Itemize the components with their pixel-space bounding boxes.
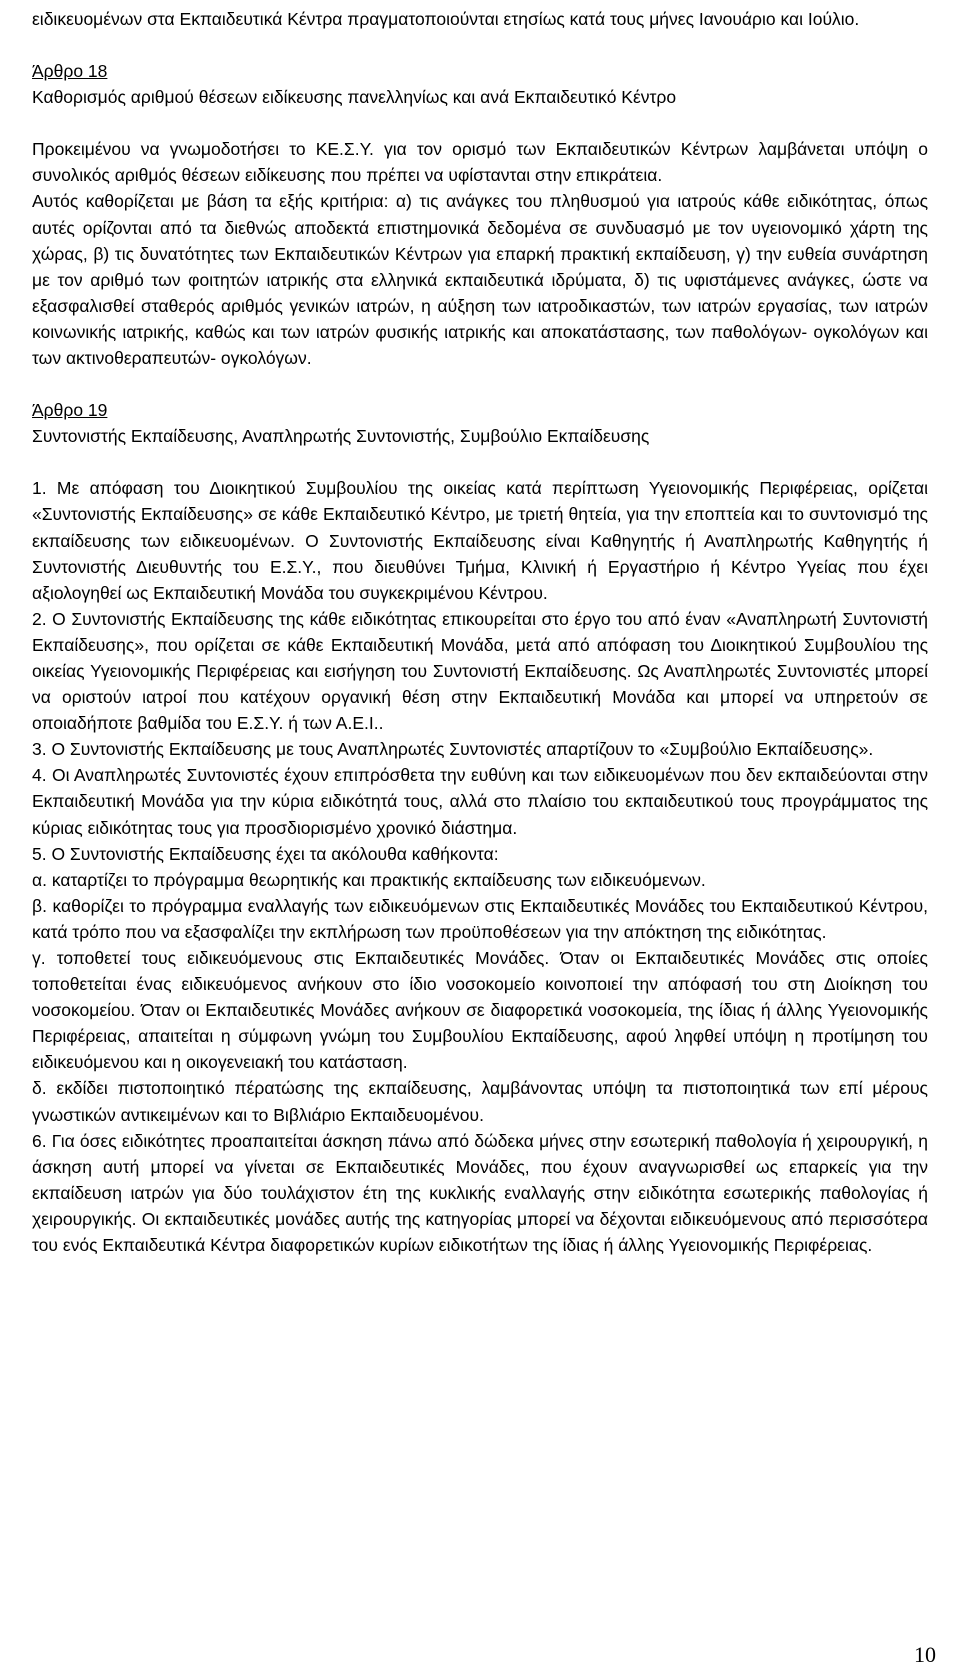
article-19-paragraph: 5. Ο Συντονιστής Εκπαίδευσης έχει τα ακόλουθα καθήκοντα: [32, 843, 499, 864]
intro-paragraph: ειδικευομένων στα Εκπαιδευτικά Κέντρα πραγματοποιούνται ετησίως κατά τους μήνες Ιανουάριο και Ιούλιο. [32, 9, 860, 29]
article-19-paragraph: γ. τοποθετεί τους ειδικευόμενους στις Εκπαιδευτικές Μονάδες. Όταν οι Εκπαιδευτικές Μονάδες στις οποίες τοποθετείται ένας ειδικευόμενος ανήκουν στο ίδιο νοσοκομείο κοινοποιεί την απόφασή του στη Διοίκηση του νοσοκομείου. Όταν οι Εκπαιδευτικές Μονάδες ανήκουν σε διαφορετικά νοσοκομεία, της ίδιας ή άλλης Υγειονομικής Περιφέρειας, απαιτείται η σύμφωνη γνώμη του Συμβουλίου Εκπαίδευσης, αφού ληφθεί υπόψη η προτίμηση του ειδικευόμενου και η οικογενειακή του κατάσταση. [32, 948, 928, 1073]
spacer [32, 32, 928, 58]
article-19-paragraph: 2. Ο Συντονιστής Εκπαίδευσης της κάθε ειδικότητας επικουρείται στο έργο του από έναν «Αναπληρωτή Συντονιστή Εκπαίδευσης», που ορίζεται σε κάθε Εκπαιδευτική Μονάδα, μετά από απόφαση του Διοικητικού Συμβουλίου της οικείας Υγειονομικής Περιφέρειας και εισήγηση του Συντονιστή Εκπαίδευσης. Ως Αναπληρωτές Συντονιστές μπορεί να οριστούν ιατροί που κατέχουν οργανική θέση στην Εκπαιδευτική Μονάδα και μπορεί να υπηρετούν σε οποιαδήποτε βαθμίδα του Ε.Σ.Υ. ή των Α.Ε.Ι.. [32, 608, 928, 734]
page-number: 10 [914, 1642, 936, 1667]
article-19-paragraph: 3. Ο Συντονιστής Εκπαίδευσης με τους Αναπληρωτές Συντονιστές απαρτίζουν το «Συμβούλιο Εκπαίδευσης». [32, 739, 874, 760]
article-18-title: Καθορισμός αριθμού θέσεων ειδίκευσης πανελληνίως και ανά Εκπαιδευτικό Κέντρο [32, 87, 677, 108]
article-19-paragraph: δ. εκδίδει πιστοποιητικό πέρατώσης της εκπαίδευσης, λαμβάνοντας υπόψη τα πιστοποιητικά των επί μέρους γνωστικών αντικειμένων και το Βιβλιάριο Εκπαιδευομένου. [32, 1078, 928, 1125]
article-19-paragraph: α. καταρτίζει το πρόγραμμα θεωρητικής και πρακτικής εκπαίδευσης των ειδικευόμενων. [32, 869, 706, 890]
spacer [32, 449, 928, 475]
article-19-heading: Άρθρο 19 [32, 400, 108, 421]
spacer [32, 371, 928, 397]
article-19-paragraph: 6. Για όσες ειδικότητες προαπαιτείται άσκηση πάνω από δώδεκα μήνες στην εσωτερική παθολογία ή χειρουργική, η άσκηση αυτή μπορεί να γίνεται σε Εκπαιδευτικές Μονάδες, που έχουν αναγνωρισθεί ως επαρκείς για την εκπαίδευση ιατρών για δύο τουλάχιστον έτη της κυκλικής εναλλαγής στην ειδικότητα εσωτερικής παθολογίας ή χειρουργικής. Οι εκπαιδευτικές μονάδες αυτής της κατηγορίας μπορεί να δέχονται ειδικευόμενους από περισσότερα του ενός Εκπαιδευτικά Κέντρα διαφορετικών κυρίων ειδικοτήτων της ίδιας ή άλλης Υγειονομικής Περιφέρειας. [32, 1130, 928, 1256]
article-18-paragraph: Προκειμένου να γνωμοδοτήσει το ΚΕ.Σ.Υ. για τον ορισμό των Εκπαιδευτικών Κέντρων λαμβάνεται υπόψη ο συνολικός αριθμός θέσεων ειδίκευσης που πρέπει να υφίστανται στην επικράτεια. [32, 139, 928, 186]
article-19-paragraph: 1. Με απόφαση του Διοικητικού Συμβουλίου της οικείας κατά περίπτωση Υγειονομικής Περιφέρειας, ορίζεται «Συντονιστής Εκπαίδευσης» σε κάθε Εκπαιδευτικό Κέντρο, με τριετή θητεία, για την εποπτεία και το συντονισμό της εκπαίδευσης των ειδικευομένων. Ο Συντονιστής Εκπαίδευσης είναι Καθηγητής ή Αναπληρωτής Καθηγητής ή Συντονιστής Διευθυντής του Ε.Σ.Υ., που διευθύνει Τμήμα, Κλινική ή Εργαστήριο ή Κέντρο Υγείας που έχει αξιολογηθεί ως Εκπαιδευτική Μονάδα του συγκεκριμένου Κέντρου. [32, 478, 928, 603]
article-19-title: Συντονιστής Εκπαίδευσης, Αναπληρωτής Συντονιστής, Συμβούλιο Εκπαίδευσης [32, 426, 650, 447]
article-19-paragraph: 4. Οι Αναπληρωτές Συντονιστές έχουν επιπρόσθετα την ευθύνη και των ειδικευομένων που δεν εκπαιδεύονται στην Εκπαιδευτική Μονάδα για την κύρια ειδικότητά τους, αλλά στο πλαίσιο του εκπαιδευτικού τους προγράμματος της κύριας ειδικότητας τους για προσδιορισμένο χρονικό διάστημα. [32, 765, 928, 838]
article-19-paragraph: β. καθορίζει το πρόγραμμα εναλλαγής των ειδικευόμενων στις Εκπαιδευτικές Μονάδες του Εκπαιδευτικού Κέντρου, κατά τρόπο που να εξασφαλίζει την εκπλήρωση των προϋποθέσεων για την απόκτηση της ειδικότητας. [32, 895, 928, 942]
article-18-paragraph: Αυτός καθορίζεται με βάση τα εξής κριτήρια: α) τις ανάγκες του πληθυσμού για ιατρούς κάθε ειδικότητας, όπως αυτές ορίζονται από τα διεθνώς αποδεκτά επιστημονικά δεδομένα σε συνδυασμό με τον υγειονομικό χάρτη της χώρας, β) τις δυνατότητες των Εκπαιδευτικών Κέντρων για επαρκή πρακτική εκπαίδευση, γ) την ευθεία συνάρτηση με τον αριθμό των φοιτητών ιατρικής στα ελληνικά εκπαιδευτικά ιδρύματα, δ) τις υφιστάμενες ανάγκες, ώστε να εξασφαλισθεί σταθερός αριθμός γενικών ιατρών, η αύξηση των ιατροδικαστών, των ιατρών εργασίας, των ιατρών κοινωνικής ιατρικής, καθώς και των ιατρών φυσικής ιατρικής και αποκατάστασης, των παθολόγων- ογκολόγων και των ακτινοθεραπευτών- ογκολόγων. [32, 191, 928, 369]
spacer [32, 110, 928, 136]
article-18-heading: Άρθρο 18 [32, 61, 108, 82]
